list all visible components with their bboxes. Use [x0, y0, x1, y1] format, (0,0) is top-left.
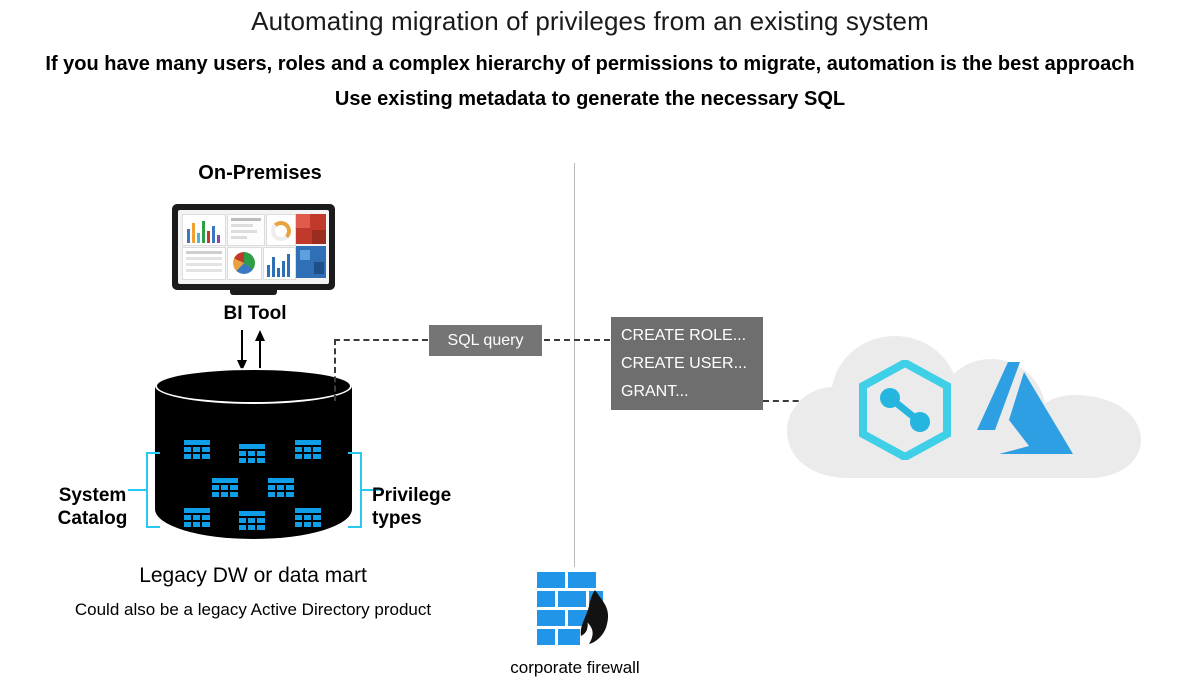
- privilege-types-label: [372, 484, 492, 530]
- bi-tool-label: BI Tool: [223, 303, 287, 324]
- sql-to-statement-connector: [544, 339, 610, 341]
- system-catalog-label-line1: System: [58, 485, 127, 506]
- azure-synapse-hexagon-icon: [859, 360, 951, 465]
- db-to-sql-connector-horizontal: [334, 339, 428, 341]
- azure-logo-icon: [977, 360, 1073, 465]
- legacy-note-label: Could also be a legacy Active Directory product: [74, 600, 432, 619]
- privilege-types-bracket: [348, 452, 362, 528]
- statement-line-3: GRANT...: [621, 383, 689, 400]
- sql-statement-box: [611, 317, 763, 410]
- privilege-types-label-line2: types: [372, 508, 422, 529]
- cloud-icon: [779, 328, 1169, 488]
- legacy-dw-label: Legacy DW or data mart: [139, 564, 367, 587]
- system-catalog-label-line2: Catalog: [57, 508, 128, 529]
- firewall-brick-flame-icon: [537, 572, 613, 652]
- page-title: Automating migration of privileges from an existing system: [251, 6, 929, 36]
- statement-line-2: CREATE USER...: [621, 355, 747, 372]
- privilege-types-label-line1: Privilege: [372, 485, 452, 506]
- subtitle-line-2: Use existing metadata to generate the necessary SQL: [334, 88, 846, 110]
- bi-db-arrows-icon: [228, 330, 278, 372]
- corporate-firewall-label: corporate firewall: [510, 658, 640, 677]
- monitor-icon: [172, 204, 335, 296]
- statement-line-1: CREATE ROLE...: [621, 327, 747, 344]
- database-cylinder-icon: [155, 368, 352, 556]
- sql-query-label: SQL query: [447, 331, 524, 349]
- sql-query-box: [429, 325, 542, 356]
- system-catalog-label: [35, 484, 150, 530]
- subtitle-line-1: If you have many users, roles and a complex hierarchy of permissions to migrate, automation is the best approach: [45, 53, 1135, 75]
- db-to-sql-connector-vertical: [334, 339, 336, 401]
- firewall-divider-line: [574, 163, 575, 567]
- on-premises-label: On-Premises: [198, 162, 322, 184]
